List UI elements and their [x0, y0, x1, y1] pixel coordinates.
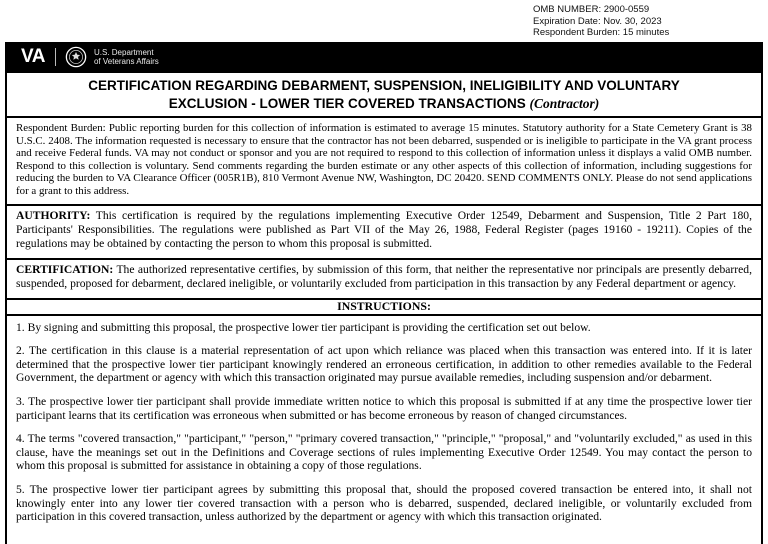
burden-notice-text: Respondent Burden: Public reporting burden for this collection of information is estimated to average 15 minutes. Statutory authority for a State Cemetery Grant is 38 U.S.C. 2408. The information requested is necessary to ensure that the contractor has not been debarred, suspended or is ineligible to participate in the VA grant process and receive Federal funds. VA may not conduct or sponsor and you are not required to respond to this collection of information unless it displays a valid OMB number. Respond to this collection is voluntary. Send comments regarding the burden estimate or any other aspects of this collection of information, including suggestions for reducing the burden to VA Clearance Officer (005R1B), 810 Vermont Avenue NW, Washington, DC 20420. SEND COMMENTS ONLY. Please do not send applications for a grant to this address. [16, 122, 752, 197]
form-title-line2 [13, 95, 755, 113]
instructions-heading: INSTRUCTIONS: [7, 300, 761, 316]
omb-info-block [533, 4, 669, 39]
department-line1: U.S. Department [93, 47, 154, 57]
burden-notice-section [7, 118, 761, 206]
form-title [7, 73, 761, 118]
certification-section [7, 260, 761, 300]
certification-text: The authorized representative certifies, by submission of this form, that neither the representative nor principals are presently debarred, suspended, proposed for debarment, declared ineligible, or voluntarily excluded from participation in this transaction by any Federal department or agency. [16, 262, 752, 291]
document-frame [5, 72, 763, 544]
instruction-item-1: 1. By signing and submitting this proposal, the prospective lower tier participant is providing the certification set out below. [16, 320, 591, 334]
department-name [94, 48, 159, 67]
authority-text: This certification is required by the regulations implementing Executive Order 12549, Debarment and Suspension, Title 2 Part 180, Participants' Responsibilities. The regulations were published as Part VII of the May 26, 1988, Federal Register (pages 19160 - 19211). Copies of the regulations may be obtained by contacting the person to whom this proposal is submitted. [16, 208, 752, 251]
form-title-contractor: (Contractor) [529, 95, 600, 111]
omb-number: OMB NUMBER: 2900-0559 [533, 4, 650, 15]
va-logo-text: VA [21, 46, 45, 67]
department-line2: of Veterans Affairs [93, 57, 159, 66]
form-title-line2-text: EXCLUSION - LOWER TIER COVERED TRANSACTIONS [168, 95, 530, 111]
instruction-item-5: 5. The prospective lower tier participant agrees by submitting this proposal that, should the proposed covered transaction be entered into, it shall not knowingly enter into any lower tier covered transaction with a person who is debarred, suspended, declared ineligible, or voluntarily excluded from participation in this covered transaction, unless authorized by the department or agency with which this transaction originated. [16, 482, 752, 524]
header-divider [55, 48, 56, 66]
instruction-item-2: 2. The certification in this clause is a material representation of act upon which reliance was placed when this transaction was entered into. If it is later determined that the prospective lower tier participant knowingly rendered an erroneous certification, in addition to other remedies available to the Federal Government, the department or agency with which this transaction originated may pursue available remedies, including suspension and/or debarment. [16, 344, 752, 385]
instruction-item-3: 3. The prospective lower tier participant shall provide immediate written notice to which this proposal is submitted if at any time the prospective lower tier participant learns that its certification was erroneous when submitted or has become erroneous by reason of changed circumstances. [16, 394, 752, 422]
instructions-body [7, 316, 761, 524]
certification-label: CERTIFICATION: [16, 262, 114, 276]
instruction-item-4: 4. The terms "covered transaction," "participant," "person," "primary covered transaction," "principle," "proposal," and "voluntarily excluded," as used in this clause, have the meanings set out in the Definitions and Coverage sections of rules implementing Executive Order 12549. You may contact the person to whom this proposal is submitted for assistance in obtaining a copy of those regulations. [16, 432, 752, 473]
form-title-line1: CERTIFICATION REGARDING DEBARMENT, SUSPENSION, INELIGIBILITY AND VOLUNTARY [88, 78, 680, 93]
authority-section [7, 206, 761, 260]
va-header-bar [5, 42, 763, 72]
expiration-date: Expiration Date: Nov. 30, 2023 [533, 15, 662, 27]
authority-label: AUTHORITY: [16, 208, 91, 222]
va-seal-icon [65, 46, 87, 68]
respondent-burden: Respondent Burden: 15 minutes [533, 27, 670, 38]
